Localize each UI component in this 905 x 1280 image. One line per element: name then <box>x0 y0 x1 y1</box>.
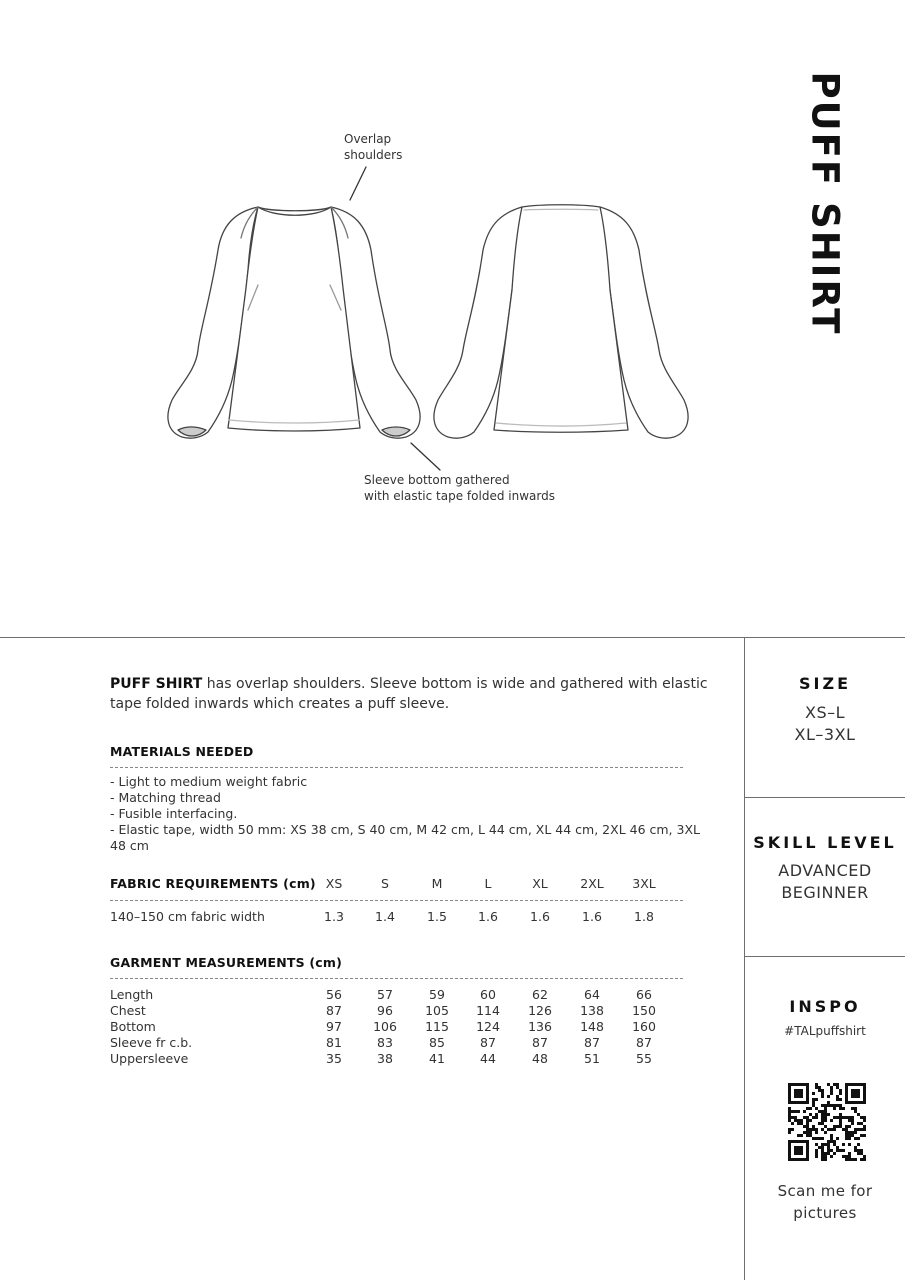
measurement-row <box>110 1035 710 1051</box>
size-header-2xl: 2XL <box>580 876 604 891</box>
row-label: 140–150 cm fabric width <box>110 909 265 924</box>
skill-title: SKILL LEVEL <box>753 833 897 852</box>
pattern-info <box>110 674 710 1067</box>
hashtag[interactable]: #TALpuffshirt <box>784 1024 866 1038</box>
cell-2xl: 1.6 <box>582 909 602 924</box>
cell-l: 124 <box>476 1019 500 1034</box>
cell-2xl: 148 <box>580 1019 604 1034</box>
inspo-box <box>745 997 905 1038</box>
material-item: - Light to medium weight fabric <box>110 774 308 789</box>
cell-3xl: 55 <box>636 1051 652 1066</box>
cell-xl: 62 <box>532 987 548 1002</box>
garment-rows <box>110 987 710 1067</box>
garment-section <box>110 955 710 1067</box>
skill-box <box>745 833 905 904</box>
cell-l: 60 <box>480 987 496 1002</box>
dashed-divider <box>110 767 683 768</box>
cell-xs: 1.3 <box>324 909 344 924</box>
measurement-row <box>110 1003 710 1019</box>
cell-m: 41 <box>429 1051 445 1066</box>
size-header-3xl: 3XL <box>632 876 656 891</box>
callout-line: Sleeve bottom gathered <box>364 473 510 487</box>
row-label: Chest <box>110 1003 146 1018</box>
callout-line: shoulders <box>344 148 403 162</box>
size-header-s: S <box>381 876 389 891</box>
material-item: - Elastic tape, width 50 mm: XS 38 cm, S 40 cm, M 42 cm, L 44 cm, XL 44 cm, 2XL 46 cm, 3XL 48 cm <box>110 822 700 853</box>
cell-2xl: 64 <box>584 987 600 1002</box>
cell-m: 59 <box>429 987 445 1002</box>
dashed-divider <box>110 900 683 901</box>
cell-3xl: 1.8 <box>634 909 654 924</box>
intro-paragraph <box>110 674 710 714</box>
row-label: Bottom <box>110 1019 156 1034</box>
horizontal-divider <box>0 637 905 638</box>
scan-text: pictures <box>793 1204 857 1222</box>
fabric-rows <box>110 909 710 925</box>
vertical-title <box>803 68 847 338</box>
sidebar-divider <box>744 797 905 798</box>
cell-xs: 35 <box>326 1051 342 1066</box>
cell-m: 115 <box>425 1019 449 1034</box>
front-view-drawing <box>168 207 420 438</box>
cell-m: 85 <box>429 1035 445 1050</box>
material-item: - Fusible interfacing. <box>110 806 238 821</box>
skill-level: BEGINNER <box>781 883 869 902</box>
cell-xs: 56 <box>326 987 342 1002</box>
row-label: Length <box>110 987 154 1002</box>
cell-s: 57 <box>377 987 393 1002</box>
size-box <box>745 674 905 746</box>
cell-3xl: 66 <box>636 987 652 1002</box>
cell-xl: 87 <box>532 1035 548 1050</box>
sleeve-callout-line <box>411 443 440 470</box>
fabric-row <box>110 909 710 925</box>
scan-text: Scan me for <box>777 1182 873 1200</box>
skill-level: ADVANCED <box>778 861 872 880</box>
page-title: PUFF SHIRT <box>803 70 847 336</box>
callout-overlap-shoulders <box>344 131 402 163</box>
size-range: XS–L <box>804 703 846 722</box>
cell-2xl: 138 <box>580 1003 604 1018</box>
fabric-header-row <box>110 876 710 894</box>
cell-l: 114 <box>476 1003 500 1018</box>
measurement-row <box>110 1019 710 1035</box>
measurement-row <box>110 1051 710 1067</box>
cell-xs: 87 <box>326 1003 342 1018</box>
measurement-row <box>110 987 710 1003</box>
cell-l: 87 <box>480 1035 496 1050</box>
cell-xl: 1.6 <box>530 909 550 924</box>
row-label: Sleeve fr c.b. <box>110 1035 193 1050</box>
cell-xl: 48 <box>532 1051 548 1066</box>
intro-name: PUFF SHIRT <box>110 676 203 692</box>
intro-text: has overlap shoulders. Sleeve bottom is wide and gathered with elastic tape folded inwards which creates a puff sleeve. <box>110 676 708 712</box>
cell-l: 1.6 <box>478 909 498 924</box>
cell-2xl: 87 <box>584 1035 600 1050</box>
cell-m: 1.5 <box>427 909 447 924</box>
back-view-drawing <box>434 205 688 438</box>
cell-2xl: 51 <box>584 1051 600 1066</box>
shoulder-callout-line <box>350 167 366 200</box>
size-header-m: M <box>431 876 443 891</box>
cell-l: 44 <box>480 1051 496 1066</box>
garment-title: GARMENT MEASUREMENTS (cm) <box>110 955 343 970</box>
qr-code-icon <box>788 1083 866 1161</box>
fabric-title: FABRIC REQUIREMENTS (cm) <box>110 876 316 891</box>
inspo-title: INSPO <box>789 997 861 1016</box>
materials-title: MATERIALS NEEDED <box>110 744 254 759</box>
cell-xl: 126 <box>528 1003 552 1018</box>
sidebar-divider <box>744 956 905 957</box>
cell-xs: 81 <box>326 1035 342 1050</box>
cell-xs: 97 <box>326 1019 342 1034</box>
materials-section <box>110 744 710 854</box>
fabric-section <box>110 876 710 925</box>
size-title: SIZE <box>798 674 851 693</box>
cell-s: 1.4 <box>375 909 395 924</box>
cell-3xl: 87 <box>636 1035 652 1050</box>
row-label: Uppersleeve <box>110 1051 189 1066</box>
cell-3xl: 150 <box>632 1003 656 1018</box>
size-header-xl: XL <box>532 876 548 891</box>
size-range: XL–3XL <box>794 725 856 744</box>
dashed-divider <box>110 978 683 979</box>
callout-line: Overlap <box>344 132 392 146</box>
cell-s: 96 <box>377 1003 393 1018</box>
materials-list <box>110 774 710 854</box>
material-item: - Matching thread <box>110 790 221 805</box>
cell-3xl: 160 <box>632 1019 656 1034</box>
scan-caption <box>745 1180 905 1224</box>
cell-s: 83 <box>377 1035 393 1050</box>
callout-line: with elastic tape folded inwards <box>364 489 555 503</box>
size-header-l: L <box>484 876 492 891</box>
cell-s: 106 <box>373 1019 397 1034</box>
cell-xl: 136 <box>528 1019 552 1034</box>
callout-sleeve-bottom <box>364 472 555 504</box>
cell-m: 105 <box>425 1003 449 1018</box>
qr-code[interactable] <box>788 1083 866 1161</box>
size-header-xs: XS <box>325 876 343 891</box>
cell-s: 38 <box>377 1051 393 1066</box>
